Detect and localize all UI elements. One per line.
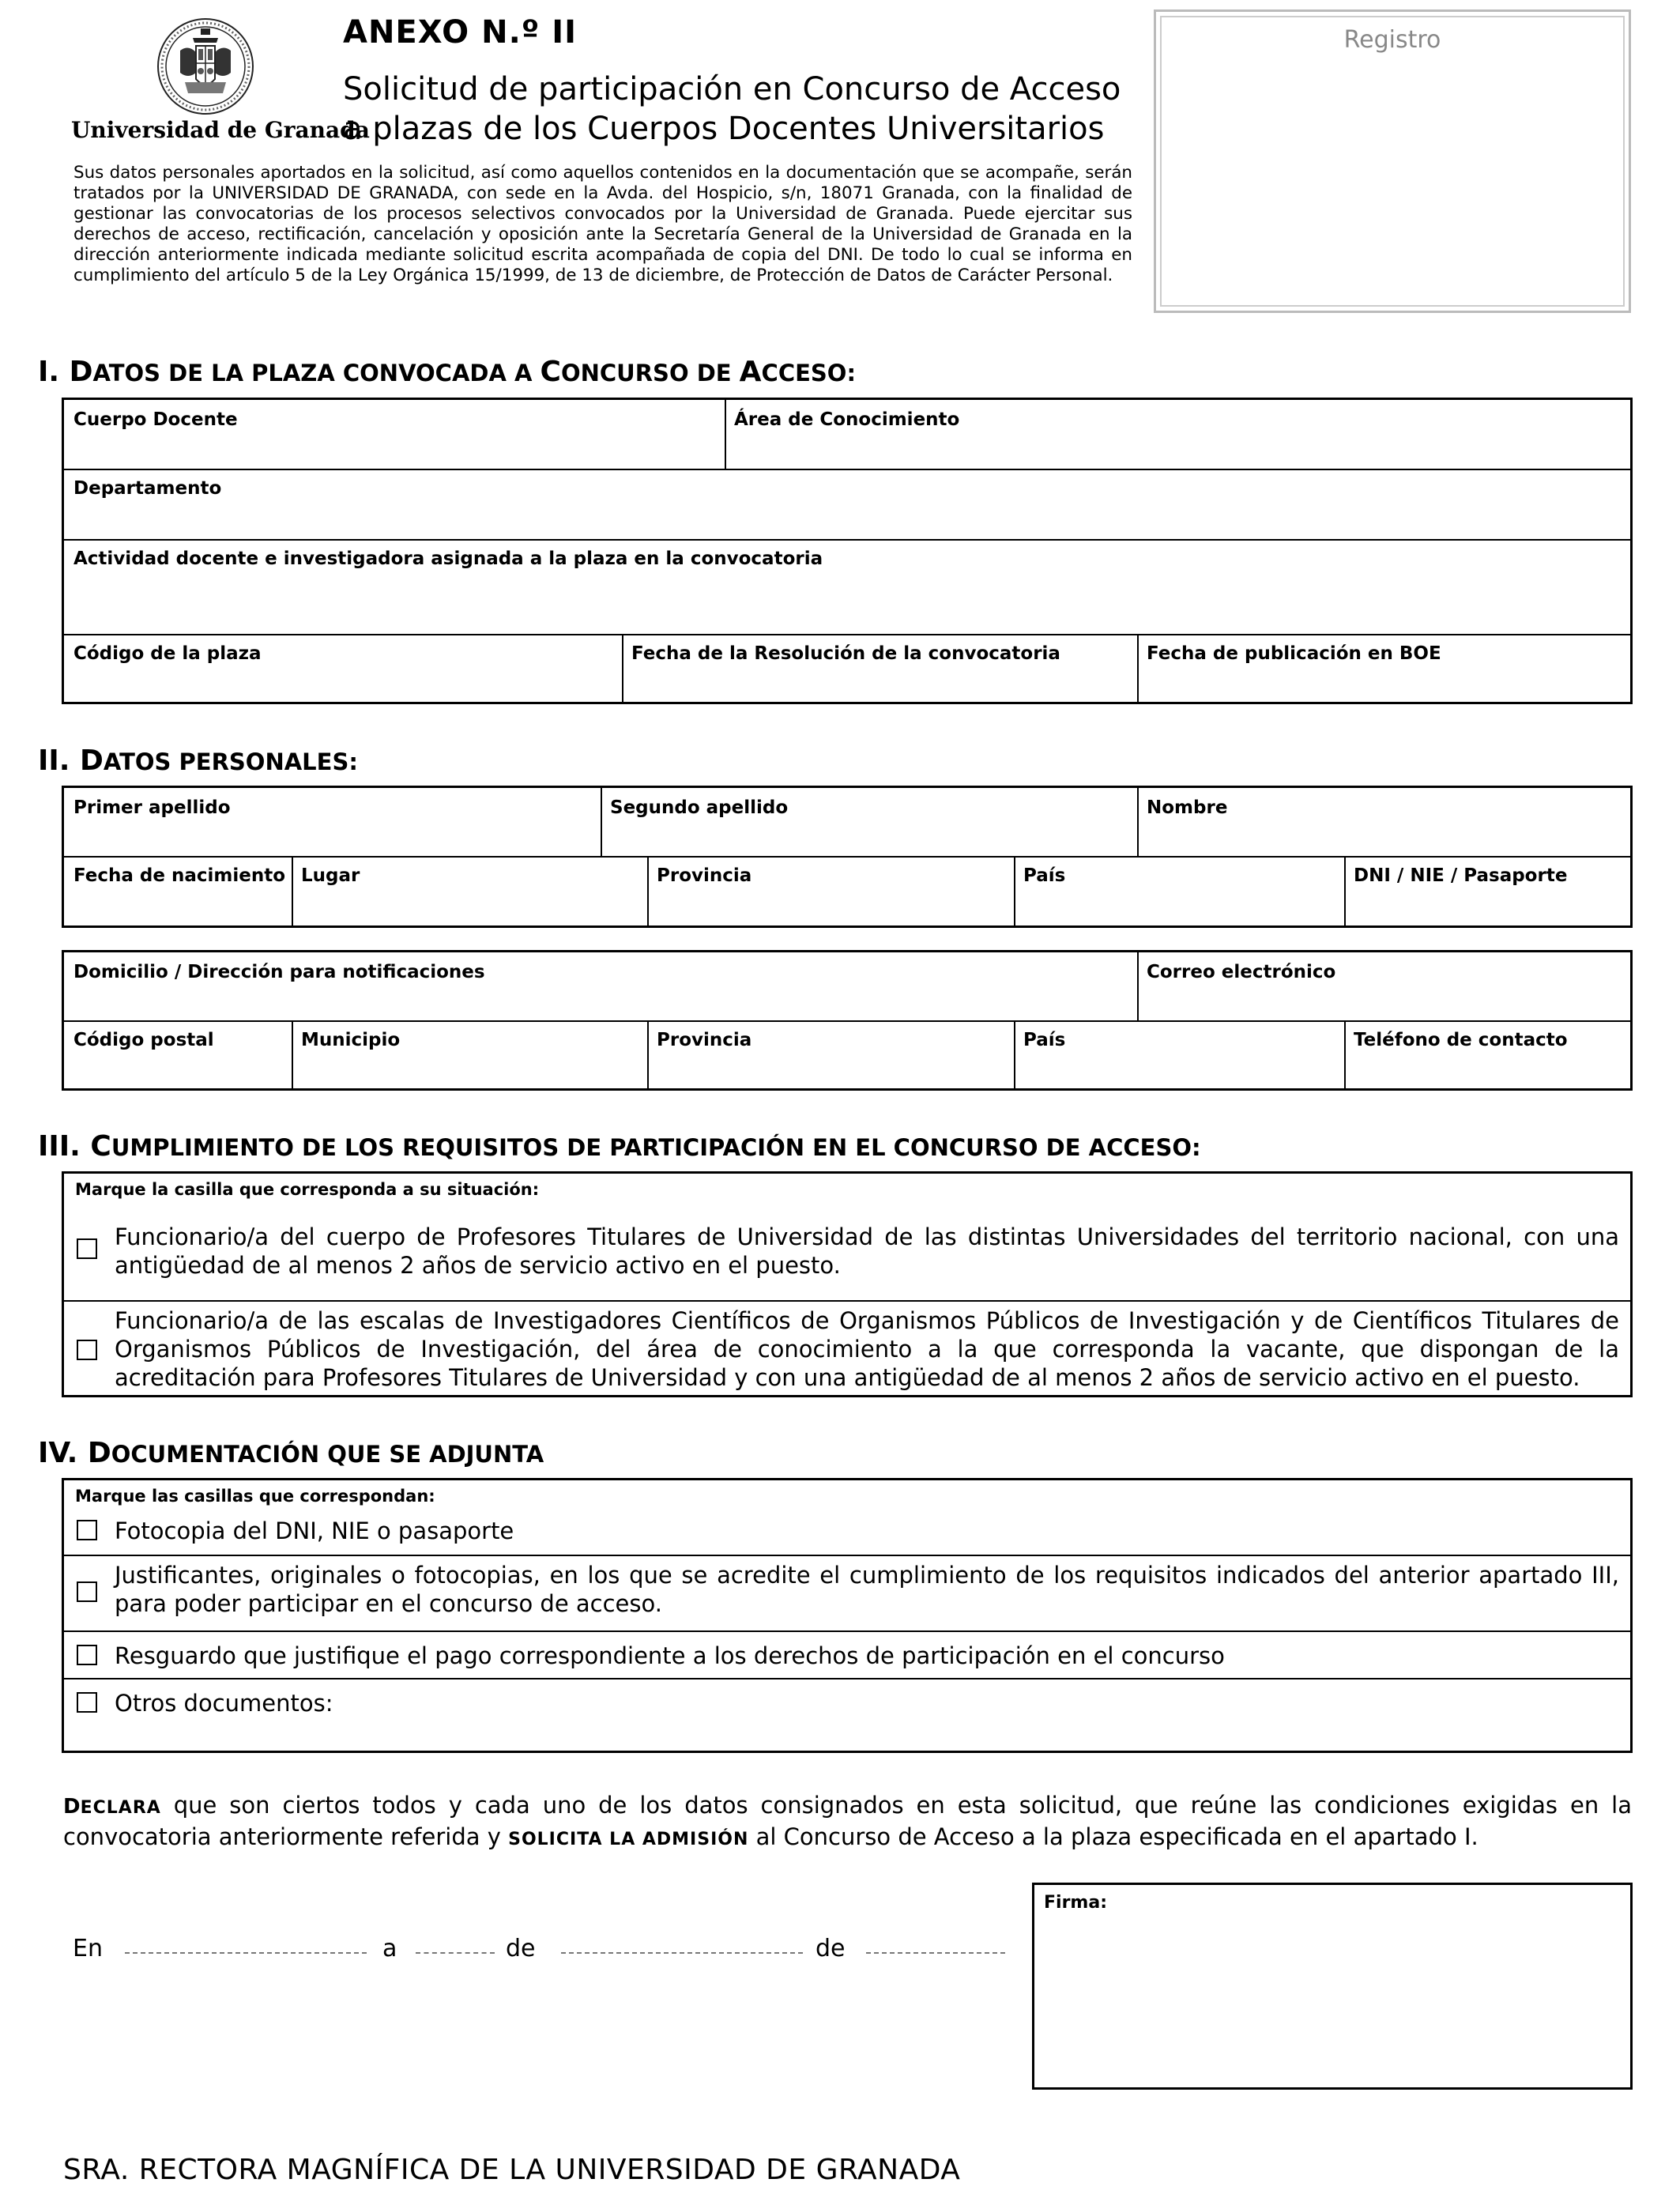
field-label: Municipio [301,1030,401,1050]
field-label: Fecha de la Resolución de la convocatoria [631,643,1060,664]
section-1-title-cap: C [540,356,561,388]
field-nombre[interactable] [1137,788,1630,856]
field-label: Domicilio / Dirección para notificaciones [73,962,485,982]
field-label: DNI / NIE / Pasaporte [1354,865,1568,886]
section-1-title-cap: A [739,356,762,388]
field-provincia-domicilio[interactable] [647,1020,1014,1088]
field-segundo-apellido[interactable] [601,788,1137,856]
field-label: Provincia [657,865,752,886]
field-codigo-postal[interactable] [64,1020,292,1088]
field-label: Fecha de publicación en BOE [1147,643,1441,664]
documents-hint: Marque las casillas que correspondan: [75,1487,435,1506]
section-2-title-cap: D [80,745,104,777]
requirement-option-1: Funcionario/a del cuerpo de Profesores Titulares de Universidad de las distintas Universidades del territorio nacional, con una antigüedad de al menos 2 años de servicio activo en el puesto. [115,1223,1619,1279]
personal-data-table [62,786,1633,928]
field-label: Cuerpo Docente [73,409,238,430]
field-provincia[interactable] [647,856,1014,925]
requirements-hint: Marque la casilla que corresponda a su situación: [75,1180,540,1199]
declaration-text [63,1791,1632,1854]
field-departamento[interactable] [64,469,1630,539]
field-area-conocimiento[interactable] [725,400,1630,469]
document-option-4: Otros documentos: [115,1690,333,1717]
place-field[interactable] [125,1952,367,1954]
field-pais[interactable] [1014,856,1344,925]
field-fecha-boe[interactable] [1137,634,1630,702]
field-telefono[interactable] [1344,1020,1630,1088]
day-field[interactable] [416,1952,495,1954]
section-1-title-part: ONCURSO DE [560,360,740,386]
requirement-checkbox-2[interactable] [77,1340,97,1360]
subtitle-line-1: Solicitud de participación en Concurso de Acceso [343,71,1121,107]
field-municipio[interactable] [292,1020,647,1088]
university-name: Universidad de Granada [71,117,370,143]
university-logo [71,16,370,143]
requirement-checkbox-1[interactable] [77,1238,97,1259]
declaration-request: SOLICITA LA ADMISIÓN [508,1830,749,1849]
field-correo[interactable] [1137,952,1630,1020]
section-4-title-part: OCUMENTACIÓN QUE SE ADJUNTA [111,1441,544,1468]
field-label: País [1023,1030,1066,1050]
declaration-cap: D [63,1795,81,1819]
addressee: SRA. RECTORA MAGNÍFICA DE LA UNIVERSIDAD DE GRANADA [63,2154,961,2186]
field-lugar[interactable] [292,856,647,925]
contact-data-table [62,950,1633,1091]
field-actividad[interactable] [64,539,1630,634]
section-4-title [38,1437,544,1469]
field-label: Primer apellido [73,797,231,818]
registry-stamp-box [1154,9,1631,313]
document-option-1: Fotocopia del DNI, NIE o pasaporte [115,1517,514,1544]
field-label: Correo electrónico [1147,962,1336,982]
month-preposition: de [506,1935,536,1962]
year-field[interactable] [866,1952,1005,1954]
section-2-title [38,745,358,777]
year-preposition: de [816,1935,846,1962]
field-label: Departamento [73,478,222,499]
field-label: Lugar [301,865,360,886]
section-2-title-part: ATOS PERSONALES: [103,748,358,775]
field-label: Provincia [657,1030,752,1050]
field-fecha-resolucion[interactable] [622,634,1137,702]
section-3-number: III. [38,1130,81,1163]
document-checkbox-4[interactable] [77,1692,97,1713]
section-1-title-part: ATOS DE LA PLAZA CONVOCADA A [92,360,541,386]
signature-box[interactable] [1032,1883,1633,2090]
section-2-number: II. [38,745,70,777]
field-primer-apellido[interactable] [64,788,601,856]
field-label: Teléfono de contacto [1354,1030,1568,1050]
field-pais-domicilio[interactable] [1014,1020,1344,1088]
document-option-3: Resguardo que justifique el pago correspondiente a los derechos de participación en el concurso [115,1642,1225,1669]
document-checkbox-3[interactable] [77,1645,97,1665]
section-3-title [38,1130,1201,1163]
document-option-2: Justificantes, originales o fotocopias, en los que se acredite el cumplimiento de los requisitos indicados del anterior apartado III, para poder participar en el concurso de acceso. [115,1562,1619,1617]
registry-label: Registro [1343,26,1441,54]
signature-label: Firma: [1044,1893,1107,1913]
document-checkbox-1[interactable] [77,1520,97,1540]
section-3-title-part: UMPLIMIENTO DE LOS REQUISITOS DE PARTICIPACIÓN EN EL CONCURSO DE ACCESO: [111,1134,1201,1161]
field-cuerpo-docente[interactable] [64,400,725,469]
field-label: Código postal [73,1030,214,1050]
requirement-option-2: Funcionario/a de las escalas de Investigadores Científicos de Organismos Públicos de Investigación y de Científicos Titulares de Organismos Públicos de Investigación, del área de conocimiento a la que corresponda la vacante, que dispongan de la acreditación para Profesores Titulares de Universidad y con una antigüedad de al menos 2 años de servicio activo en el puesto. [115,1307,1619,1391]
field-label: Segundo apellido [610,797,789,818]
field-label: Actividad docente e investigadora asignada a la plaza en la convocatoria [73,548,823,569]
section-4-title-cap: D [87,1437,111,1469]
requirements-table [62,1171,1633,1397]
declaration-body-2: al Concurso de Acceso a la plaza especificada en el apartado I. [748,1823,1478,1850]
field-label: Área de Conocimiento [734,409,960,430]
field-label: Nombre [1147,797,1228,818]
annex-title: ANEXO N.º II [343,14,578,51]
position-data-table [62,398,1633,704]
registry-inner-border [1160,16,1625,307]
document-checkbox-2[interactable] [77,1581,97,1602]
declaration-keyword: ECLARA [80,1798,161,1818]
section-1-number: I. [38,356,60,388]
subtitle-line-2: a plazas de los Cuerpos Docentes Universitarios [343,111,1105,147]
place-label: En [73,1935,103,1962]
section-3-title-cap: C [90,1130,111,1163]
form-subtitle [343,70,1149,149]
field-dni[interactable] [1344,856,1630,925]
documents-table [62,1478,1633,1753]
field-label: Fecha de nacimiento [73,865,286,886]
university-seal-icon [156,17,254,115]
month-field[interactable] [561,1952,803,1954]
section-1-title-cap: D [69,356,93,388]
day-preposition: a [382,1935,397,1962]
field-label: País [1023,865,1066,886]
field-fecha-nacimiento[interactable] [64,856,292,925]
privacy-notice: Sus datos personales aportados en la solicitud, así como aquellos contenidos en la documentación que se acompañe, serán tratados por la UNIVERSIDAD DE GRANADA, con sede en la Avda. del Hospicio, s/n, 18071 Granada, con la finalidad de gestionar las convocatorias de los procesos selectivos convocados por la Universidad de Granada. Puede ejercitar sus derechos de acceso, rectificación, cancelación y oposición ante la Secretaría General de la Universidad de Granada en la dirección anteriormente indicada mediante solicitud escrita acompañada de copia del DNI. De todo lo cual se informa en cumplimiento del artículo 5 de la Ley Orgánica 15/1999, de 13 de diciembre, de Protección de Datos de Carácter Personal. [73,163,1132,285]
section-4-number: IV. [38,1437,78,1469]
field-label: Código de la plaza [73,643,262,664]
declaration-body-1: que son ciertos todos y cada uno de los datos consignados en esta solicitud, que reúne las condiciones exigidas en la convocatoria anteriormente referida y [63,1792,1632,1850]
field-domicilio[interactable] [64,952,1137,1020]
field-codigo-plaza[interactable] [64,634,622,702]
section-1-title [38,356,856,388]
section-1-title-part: CCESO: [761,360,857,386]
